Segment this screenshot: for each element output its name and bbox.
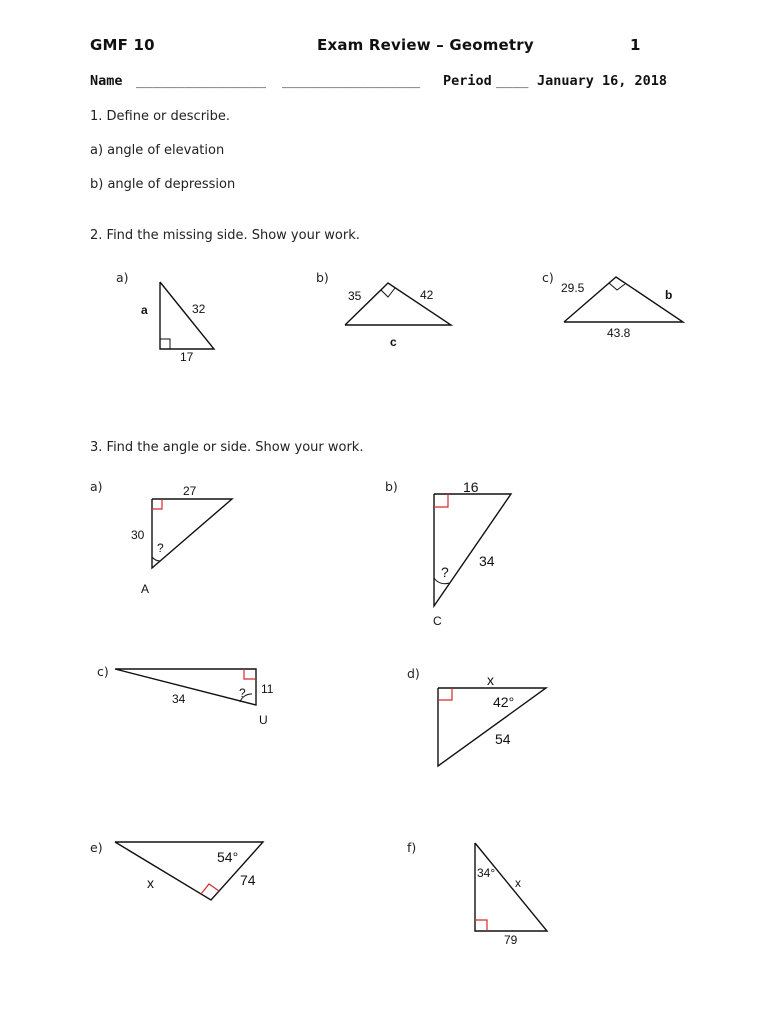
q3a-top-side: 27 xyxy=(183,484,197,498)
q3b-hypotenuse: 34 xyxy=(479,553,495,569)
name-blank-last[interactable]: _________________ xyxy=(282,73,421,89)
q3d-angle: 42° xyxy=(493,694,515,710)
q2a-side-a: a xyxy=(141,303,148,317)
q3c-letter: c) xyxy=(97,664,109,679)
q2c-side-b: b xyxy=(665,288,673,302)
name-blank-first[interactable]: ________________ xyxy=(136,73,267,89)
q1-prompt: 1. Define or describe. xyxy=(90,109,231,124)
page-number: 1 xyxy=(630,36,641,54)
q2-prompt: 2. Find the missing side. Show your work. xyxy=(90,228,360,243)
q2a-letter: a) xyxy=(116,270,129,285)
q2c-bottom-side: 43.8 xyxy=(607,326,631,340)
q3a-letter: a) xyxy=(90,479,103,494)
q3c-right-side: 11 xyxy=(261,682,274,696)
q3b-top-side: 16 xyxy=(463,479,479,495)
q3e-angle: 54° xyxy=(217,849,239,865)
q2b-right-side: 42 xyxy=(420,288,434,302)
q2b-letter: b) xyxy=(316,270,329,285)
q3f-bottom-side: 79 xyxy=(504,933,518,947)
name-label: Name xyxy=(90,73,123,89)
page-title: Exam Review – Geometry xyxy=(317,36,534,54)
q3e-right-side: 74 xyxy=(240,872,256,888)
q3c-hypotenuse: 34 xyxy=(172,692,186,706)
q3b-angle: ? xyxy=(441,564,449,580)
q3b-letter: b) xyxy=(385,479,398,494)
q3d-hypotenuse: 54 xyxy=(495,731,511,747)
q3d-letter: d) xyxy=(407,666,420,681)
period-blank[interactable]: ____ xyxy=(496,73,529,89)
q3-prompt: 3. Find the angle or side. Show your work. xyxy=(90,440,364,455)
q2b-side-c: c xyxy=(390,335,397,349)
q3b-vertex-label: C xyxy=(433,614,442,628)
q3f-hypotenuse: x xyxy=(515,876,521,890)
q3c-angle: ? xyxy=(239,686,246,700)
q3f-angle: 34° xyxy=(477,866,496,880)
q2a-bottom-side: 17 xyxy=(180,350,194,364)
date: January 16, 2018 xyxy=(537,73,668,89)
q3c-vertex-label: U xyxy=(259,713,268,727)
q1-part-a: a) angle of elevation xyxy=(90,143,225,158)
q2c-letter: c) xyxy=(542,270,554,285)
q2b-left-side: 35 xyxy=(348,289,362,303)
course-code: GMF 10 xyxy=(90,36,155,54)
q1-part-b: b) angle of depression xyxy=(90,177,236,192)
q3a-angle: ? xyxy=(157,541,164,555)
q3f-letter: f) xyxy=(407,840,417,855)
q3a-left-side: 30 xyxy=(131,528,145,542)
period-label: Period xyxy=(443,73,492,89)
q3d-top-side: x xyxy=(487,672,494,688)
q3e-letter: e) xyxy=(90,840,103,855)
q3e-left-side: x xyxy=(147,875,154,891)
q2a-hypotenuse: 32 xyxy=(192,302,206,316)
q3a-vertex-label: A xyxy=(141,582,150,596)
q2c-left-side: 29.5 xyxy=(561,281,585,295)
